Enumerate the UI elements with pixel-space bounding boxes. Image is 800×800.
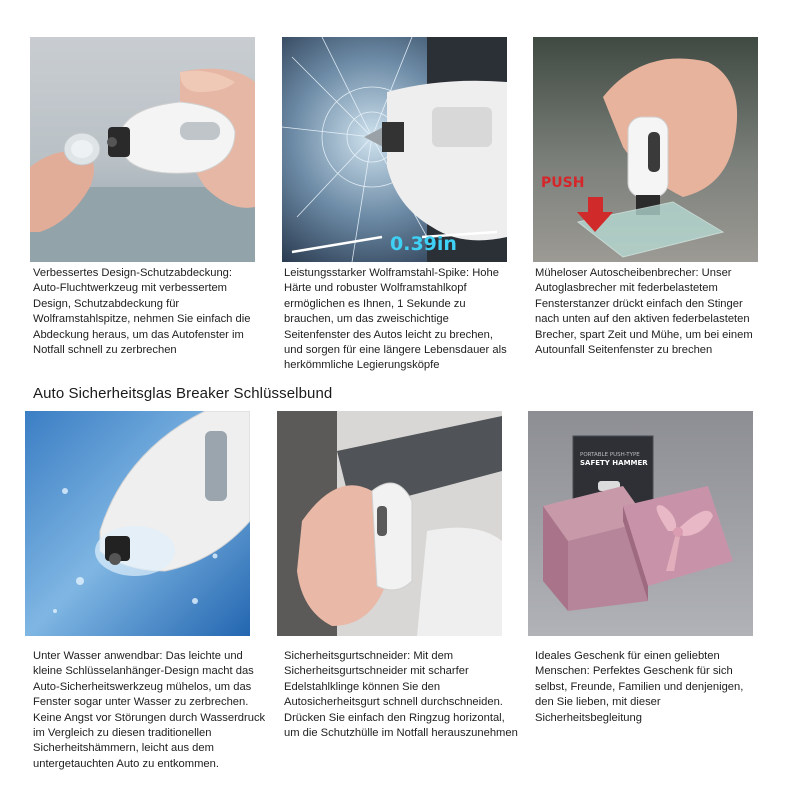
product-image-tungsten-spike bbox=[282, 37, 507, 262]
caption-tungsten-spike: Leistungsstarker Wolframstahl-Spike: Hohe Härte und robuster Wolframstahlkopf ermöglichen es Ihnen, 1 Sekunde zu brauchen, um das zweischichtige Seitenfenster des Autos leicht zu brechen, und sorgen für eine längere Lebensdauer als herkömmliche Legierungsköpfe bbox=[284, 267, 507, 372]
product-image-gift-box bbox=[528, 411, 753, 636]
section-heading: Auto Sicherheitsglas Breaker Schlüsselbund bbox=[33, 385, 333, 402]
product-image-protective-cap bbox=[30, 37, 255, 262]
measure-label: 0.39in bbox=[390, 233, 457, 255]
product-image-underwater bbox=[25, 411, 250, 636]
caption-gift: Ideales Geschenk für einen geliebten Menschen: Perfektes Geschenk für sich selbst, Freunde, Familien und denjenigen, den Sie lieben, mit dieser Sicherheitsbegleitung bbox=[535, 650, 744, 724]
caption-protective-cap: Verbessertes Design-Schutzabdeckung: Auto-Fluchtwerkzeug mit verbessertem Design, Schutzabdeckung für Wolframstahlspitze, nehmen Sie einfach die Abdeckung heraus, um das Autofenster im Notfall schnell zu zerbrechen bbox=[33, 267, 251, 357]
push-label: PUSH bbox=[541, 175, 585, 191]
caption-underwater: Unter Wasser anwendbar: Das leichte und kleine Schlüsselanhänger-Design macht das Auto-Sicherheitswerkzeug mühelos, um das Fenster sogar unter Wasser zu zerbrechen. Keine Angst vor Störungen durch Wasserdruck im Vergleich zu diesen traditionellen Sicherheitshämmern, leicht aus dem untergetauchten Auto zu entkommen. bbox=[33, 650, 266, 770]
caption-push-breaker: Müheloser Autoscheibenbrecher: Unser Autoglasbrecher mit federbelastetem Fensterstanzer drückt einfach den Stinger nach unten auf den aktiven federbelasteten Brecher, spart Zeit und Mühe, um bei einem Autounfall Seitenfenster zu brechen bbox=[535, 267, 753, 357]
box-label-line1: PORTABLE PUSH-TYPE bbox=[580, 452, 640, 458]
caption-belt-cutter: Sicherheitsgurtschneider: Mit dem Sicherheitsgurtschneider mit scharfer Edelstahlklinge können Sie den Autosicherheitsgurt schnell durchschneiden. Drücken Sie einfach den Ringzug horizontal, um die Schutzhülle im Notfall herauszunehmen bbox=[284, 650, 518, 740]
product-image-push-breaker bbox=[533, 37, 758, 262]
box-label-line2: SAFETY HAMMER bbox=[580, 459, 648, 467]
product-image-belt-cutter bbox=[277, 411, 502, 636]
